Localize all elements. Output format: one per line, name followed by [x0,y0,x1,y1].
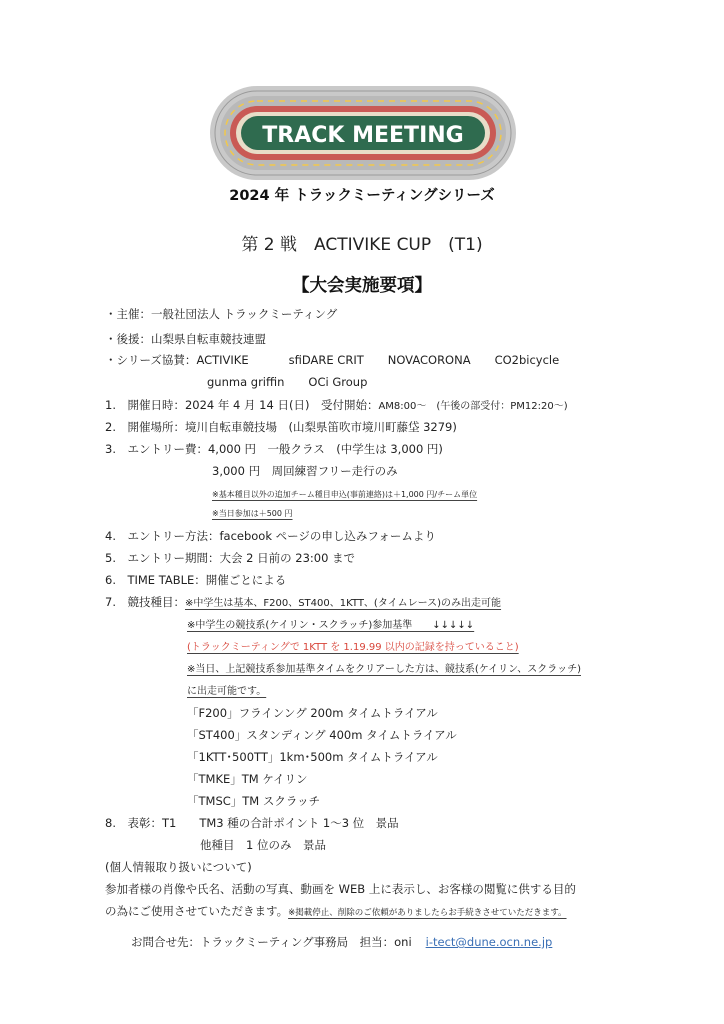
timetable-line: 6. TIME TABLE：開催ごとによる [105,573,287,587]
venue-line: 2. 開催場所：境川自転車競技場 (山梨県笛吹市境川町藤垈 3279) [105,420,457,434]
events-note-5: に出走可能です。 [187,686,267,697]
track-meeting-logo [208,84,518,182]
event-f200: 「F200」フラインング 200m タイムトライアル [187,706,438,720]
sponsor-oci-group: OCi Group [308,375,368,389]
privacy-line-2 [105,904,567,921]
sponsor-activike: ACTIVIKE [196,353,249,367]
sponsor-co2bicycle: CO2bicycle [494,353,560,367]
sponsor-novacorona: NOVACORONA [387,353,471,367]
fee-note-2: ※当日参加は＋500 円 [212,509,293,518]
sponsors-line-2 [207,375,367,390]
reception-time: AM8:00～ (午後の部受付：PM12:20～) [378,401,568,412]
events-note-1: ※中学生は基本、F200、ST400、1KTT、(タイムレース)のみ出走可能 [184,598,502,609]
events-label: 7. 競技種目： [105,595,185,609]
contact-line [131,935,552,950]
logo-text: TRACK MEETING [262,123,464,148]
privacy-line-1: 参加者様の肖像や氏名、活動の写真、動画を WEB 上に表示し、お客様の閲覧に供する目的 [105,882,576,896]
award-line-2: 他種目 1 位のみ 景品 [200,838,326,852]
sponsors-line-1 [105,353,559,368]
privacy-line-2-text: の為にご使用させていただきます。 [105,904,289,918]
document-title: 【大会実施要項】 [292,276,432,296]
date-text: 1. 開催日時：2024 年 4 月 14 日(日) 受付開始： [105,398,379,412]
organizer-line: ・主催：一般社団法人 トラックミーティング [105,307,338,321]
event-tmke: 「TMKE」TM ケイリン [187,772,308,786]
sponsor-gunma-griffin: gunma griffin [207,375,285,389]
events-note-4: ※当日、上記競技系参加基準タイムをクリアーした方は、競技系(ケイリン、スクラッチ) [187,664,581,675]
events-note-3: (トラックミーティングで 1KTT を 1.19.99 以内の記録を持っていること) [187,642,519,653]
events-line [105,595,501,611]
date-line [105,398,568,414]
entry-period-line: 5. エントリー期間：大会 2 日前の 23:00 まで [105,551,356,565]
sponsor-sfidare: sfiDARE CRIT [288,353,364,367]
award-line-1: 8. 表彰：T1 TM3 種の合計ポイント 1～3 位 景品 [105,816,399,830]
event-tmsc: 「TMSC」TM スクラッチ [187,794,321,808]
event-1ktt: 「1KTT･500TT」1km･500m タイムトライアル [187,750,438,764]
fee-line-2: 3,000 円 周回練習フリー走行のみ [212,464,398,478]
contact-email-link[interactable]: i-tect@dune.ocn.ne.jp [425,935,553,949]
series-title: 2024 年 トラックミーティングシリーズ [229,188,495,204]
contact-label: お問合せ先：トラックミーティング事務局 担当：oni [131,935,412,949]
fee-line-1: 3. エントリー費：4,000 円 一般クラス (中学生は 3,000 円) [105,442,443,456]
events-note-2: ※中学生の競技系(ケイリン・スクラッチ)参加基準 ↓↓↓↓↓ [187,620,475,631]
sponsors-label: ・シリーズ協賛： [105,353,197,367]
event-st400: 「ST400」スタンディング 400m タイムトライアル [187,728,457,742]
fee-note-1: ※基本種目以外の追加チーム種目申込(事前連絡)は＋1,000 円/チーム単位 [212,490,478,499]
privacy-heading: (個人情報取り扱いについて) [105,860,252,874]
privacy-note: ※掲載停止、削除のご依頼がありましたらお手続きさせていただきます。 [288,908,567,918]
support-line: ・後援：山梨県自転車競技連盟 [105,332,266,346]
entry-method-line: 4. エントリー方法：facebook ページの申し込みフォームより [105,529,436,543]
event-title: 第 2 戦 ACTIVIKE CUP (T1) [241,235,483,255]
